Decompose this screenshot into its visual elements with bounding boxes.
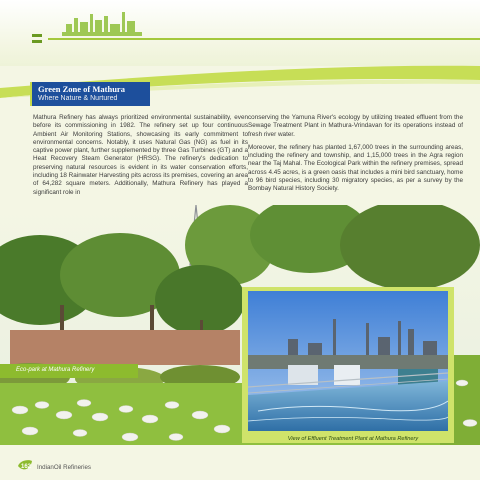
refinery-skyline-icon (62, 10, 142, 36)
right-paragraph-2: Moreover, the refinery has planted 1,67,000 trees in the surrounding areas, including the refinery and township, and 1,15,000 trees in the Agra region near the Taj Mahal. The Ecological Park within the refinery premises, spread across 4.45 acres, is a green oasis that includes a mini bird sanctuary, home to 96 bird species, including 30 migratory species, as per a survey by the Bombay Natural History Society. (248, 143, 463, 193)
effluent-plant-photo (248, 291, 448, 431)
left-paragraph: Mathura Refinery has always prioritized environmental sustainability, even before its commissioning in 1982. The refinery set up four continuous Ambient Air Monitoring Stations, showcasing its early commitment to environmental concerns. Notably, it uses Natural Gas (NG) as fuel in its captive power plant, further supplemented by three Gas Turbines (GT) and a Heat Recovery Steam Generator (HRSG). The refinery's dedication to preserving natural resources is evident in its water conservation efforts, including 18 Rainwater Harvesting pits across its premises, covering an area of 64,282 square meters. Additionally, Mathura Refinery has played a significant role in (33, 114, 248, 196)
section-title: Green Zone of Mathura (38, 84, 125, 94)
header-dash-marker (32, 34, 42, 37)
publication-title: IndianOil Refineries (37, 464, 91, 471)
section-title-box (30, 82, 150, 106)
eco-park-caption: Eco-park at Mathura Refinery (0, 364, 138, 378)
right-paragraph-1: conserving the Yamuna River's ecology by utilizing treated effluent from the Sewage Treatment Plant in Mathura-Vrindavan for its operations instead of fresh river water. (248, 114, 463, 138)
page-number: 162 (21, 464, 32, 470)
left-column (33, 114, 248, 197)
section-subtitle: Where Nature & Nurtured (38, 95, 118, 102)
effluent-plant-caption: View of Effluent Treatment Plant at Mathura Refinery (287, 436, 419, 442)
header-rule (48, 38, 480, 40)
effluent-plant-photo-frame (242, 287, 454, 443)
page-footer (0, 445, 480, 480)
right-column (248, 114, 463, 194)
